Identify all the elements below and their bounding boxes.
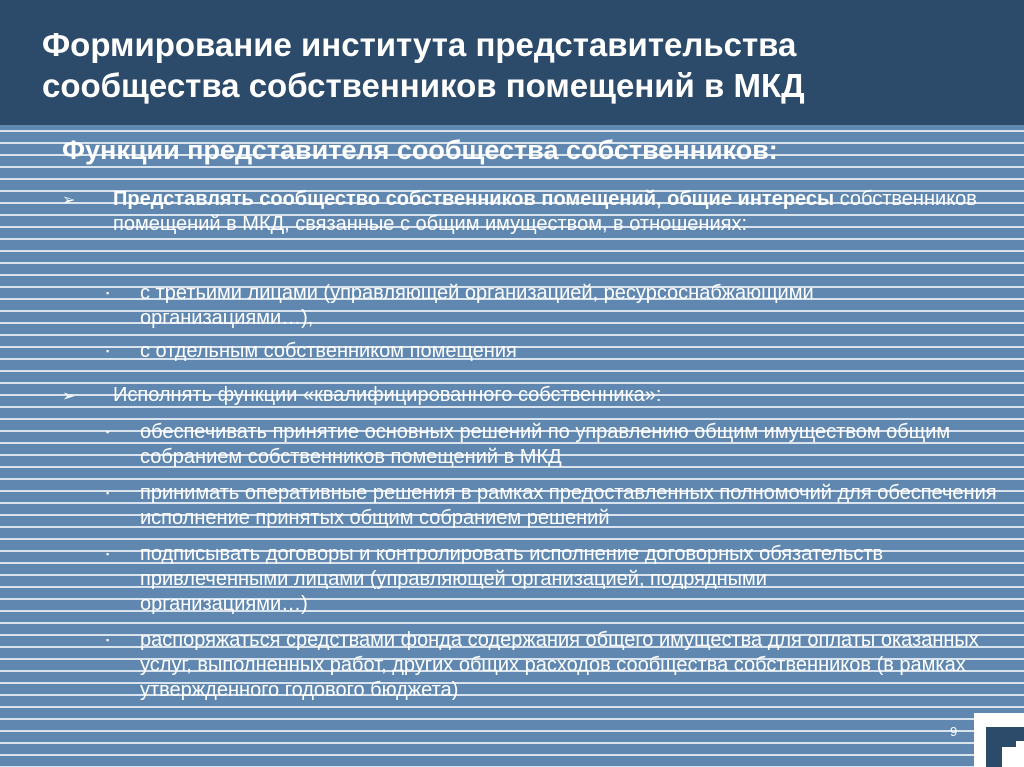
square-bullet-icon: ▪ [106, 549, 110, 559]
square-bullet-icon: ▪ [106, 488, 110, 498]
section-2-item-1: обеспечивать принятие основных решений по управлению общим имуществом общим собранием собственников помещений в МКД [140, 421, 951, 468]
square-bullet-icon: ▪ [106, 635, 110, 645]
section-2-normal-text: Исполнять функции «квалифицированного собственника»: [113, 384, 662, 406]
section-2-item-4: распоряжаться средствами фонда содержания общего имущества для оплаты оказанных услуг, выполненных работ, других общих расходов сообщества собственников (в рамках утвержденного годового бюджета) [140, 629, 979, 701]
slide-subtitle: Функции представителя сообщества собственников: [62, 135, 778, 165]
section-1-item-1: с третьими лицами (управляющей организацией, ресурсоснабжающими организациями…), [140, 282, 814, 329]
section-1-bold-text: Представлять сообщество собственников помещений, общие интересы [113, 188, 835, 210]
arrow-bullet-icon: ➢ [62, 388, 76, 405]
square-bullet-icon: ▪ [106, 427, 110, 437]
section-1-normal-text: собственников помещений в МКД, связанные с общим имуществом, в отношениях: [113, 188, 977, 235]
section-2-text [113, 383, 993, 408]
slide-title [42, 24, 1002, 106]
square-bullet-icon: ▪ [106, 288, 110, 298]
section-1-text [113, 187, 993, 237]
page-number: 9 [950, 724, 958, 739]
slide-title-line-2: сообщества собственников помещений в МКД [42, 67, 805, 104]
arrow-bullet-icon: ➢ [62, 192, 76, 209]
section-1-item-2: с отдельным собственником помещения [140, 340, 517, 362]
slide-title-line-1: Формирование института представительства [42, 26, 797, 63]
section-2-item-3: подписывать договоры и контролировать исполнение договорных обязательств привлеченными лицами (управляющей организацией, подрядными организациями…) [140, 543, 884, 615]
logo-icon [974, 713, 1024, 767]
section-2-item-2: принимать оперативные решения в рамках предоставленных полномочий для обеспечения исполнение принятых общим собранием решений [140, 482, 997, 529]
square-bullet-icon: ▪ [106, 346, 110, 356]
